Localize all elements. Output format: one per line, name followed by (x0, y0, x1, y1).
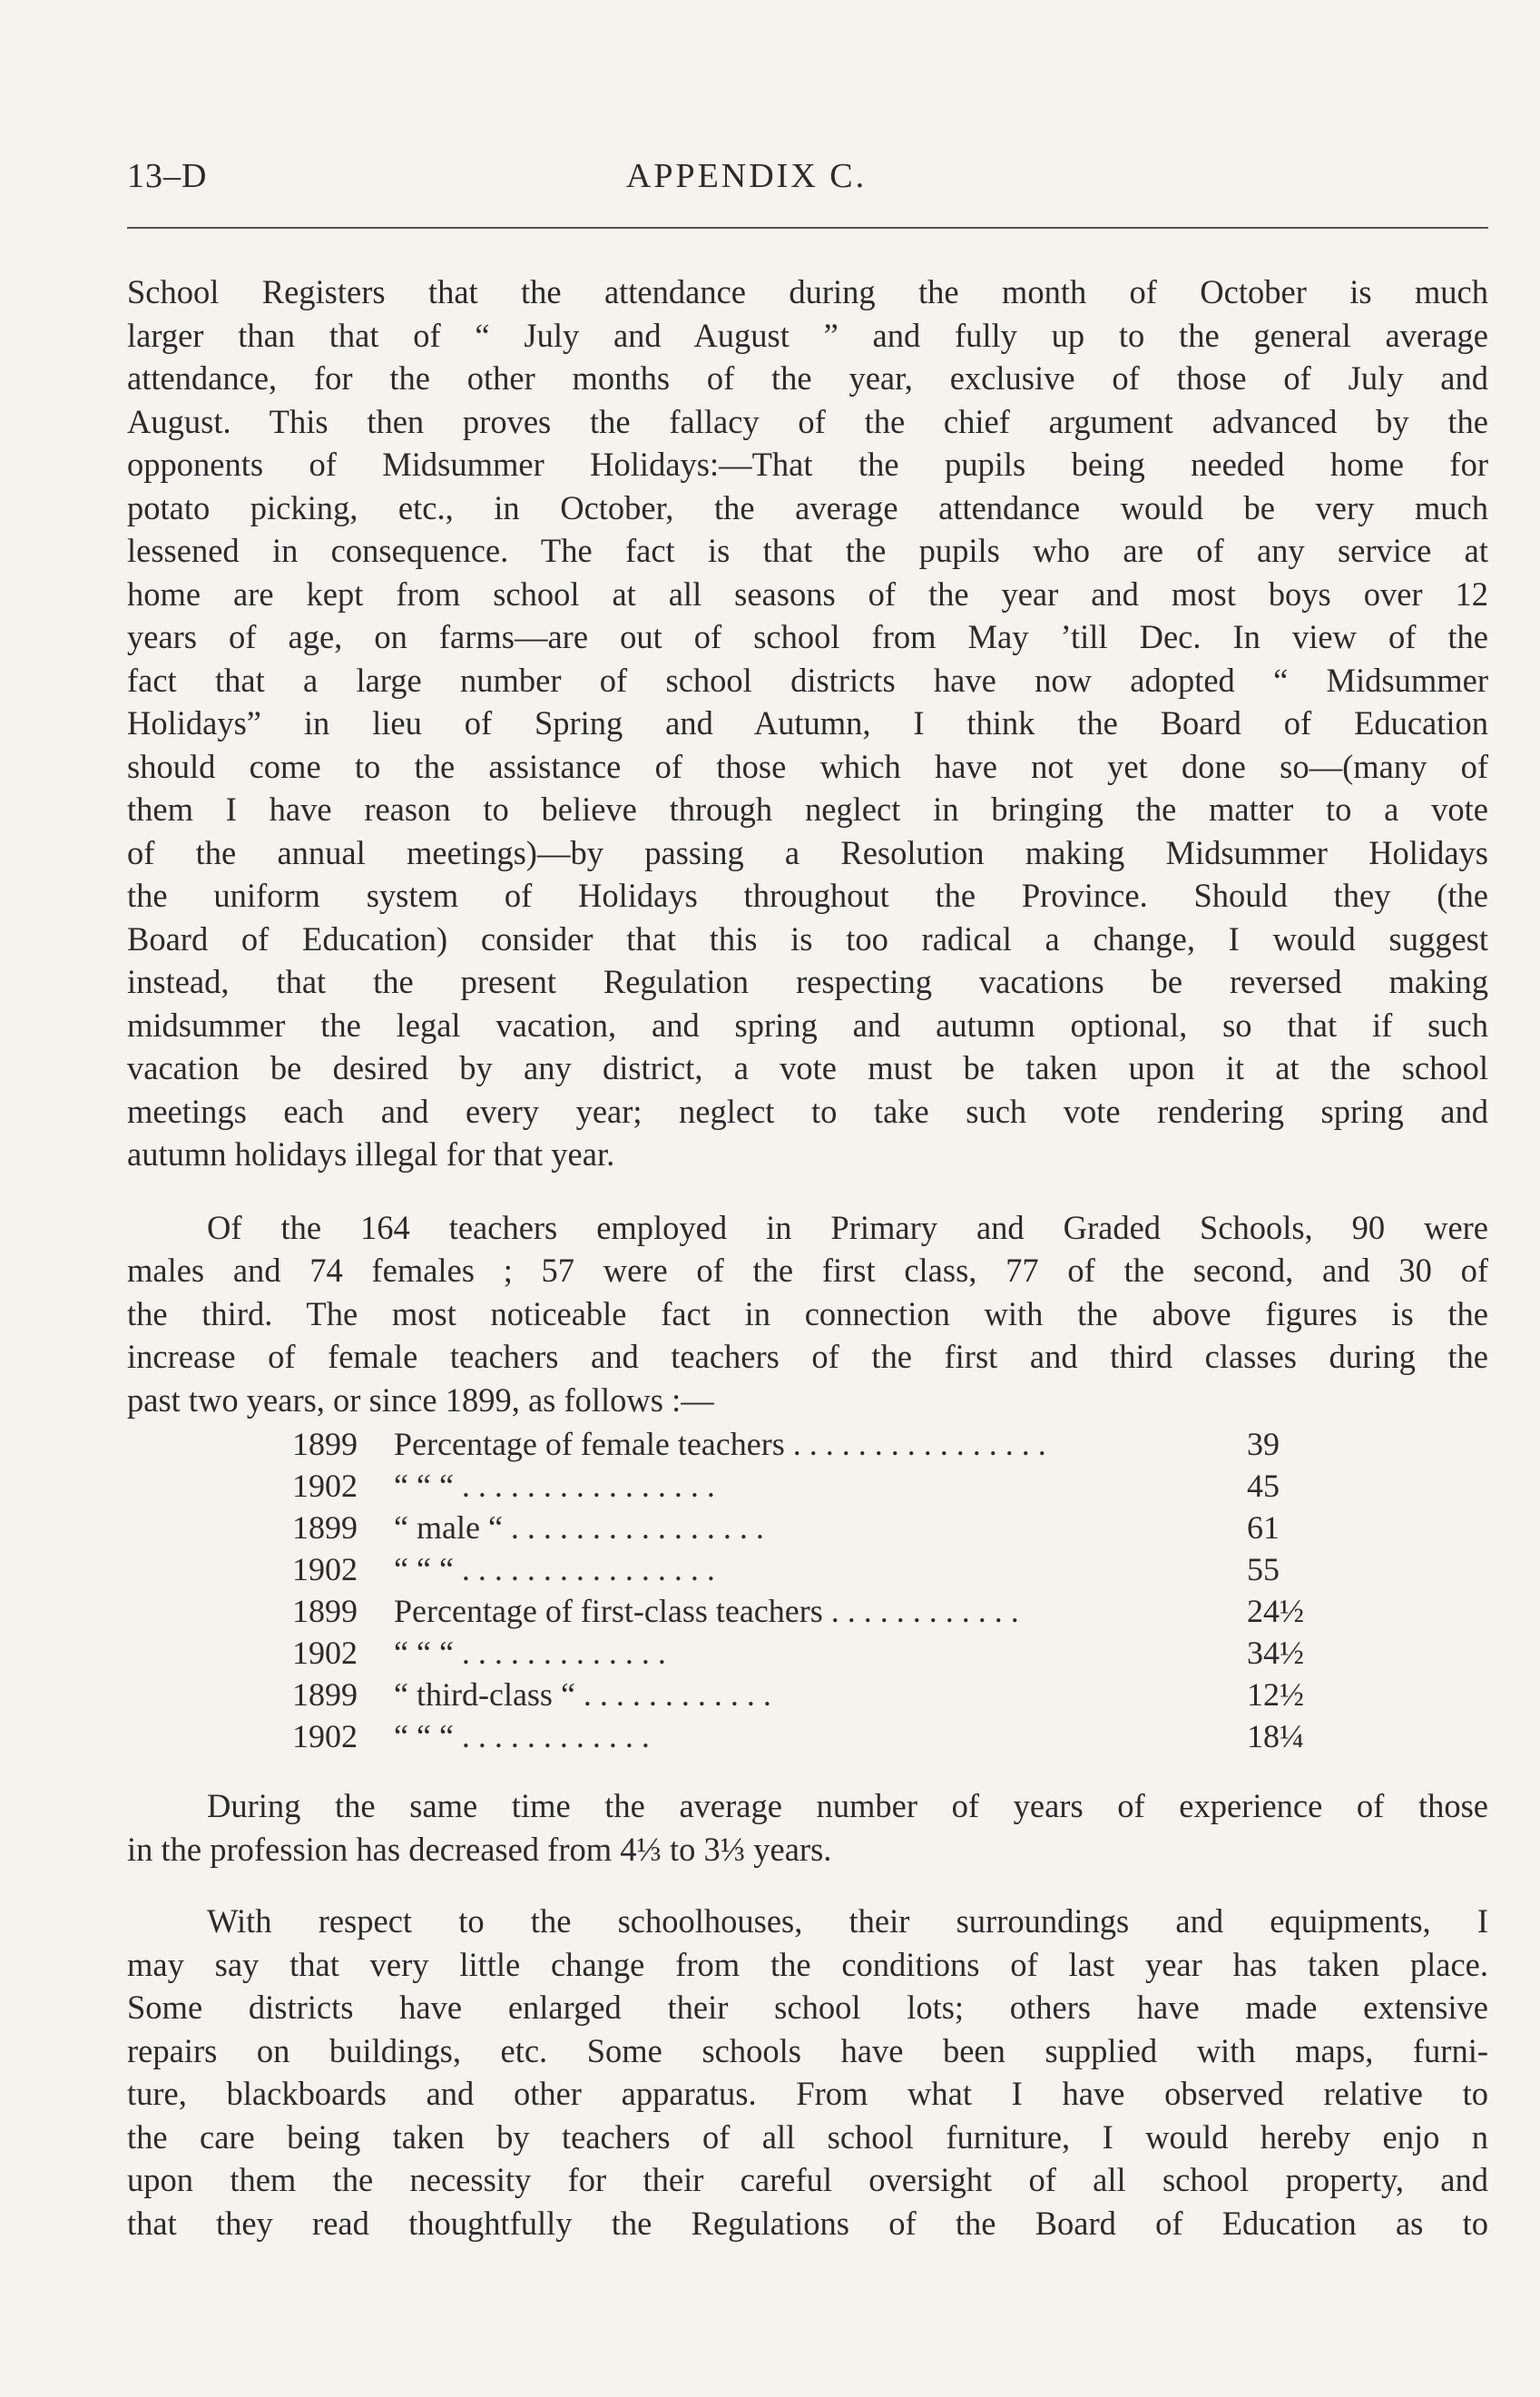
text-line: lessened in consequence. The fact is that the pupils who are of any service at (127, 532, 1488, 569)
text-line: repairs on buildings, etc. Some schools have been supplied with maps, furni- (127, 2031, 1488, 2069)
text-line: may say that very little change from the conditions of last year has taken place. (127, 1945, 1488, 1983)
paragraph-schoolhouses (127, 1900, 1488, 2245)
text-line: Some districts have enlarged their school lots; others have made extensive (127, 1989, 1488, 2026)
page-title: APPENDIX C. (625, 157, 868, 195)
value-cell: 24½ (1247, 1593, 1304, 1629)
year-cell: 1902 (292, 1468, 358, 1504)
description-cell: “ male “ . . . . . . . . . . . . . . . . (394, 1509, 764, 1546)
description-cell: “ “ “ . . . . . . . . . . . . . . . . (394, 1551, 715, 1587)
text-line: instead, that the present Regulation respecting vacations be reversed making (127, 963, 1488, 1000)
text-line: of the annual meetings)—by passing a Resolution making Midsummer Holidays (127, 833, 1488, 871)
text-line: autumn holidays illegal for that year. (127, 1135, 615, 1173)
text-line: meetings each and every year; neglect to take such vote rendering spring and (127, 1092, 1488, 1130)
year-cell: 1899 (292, 1426, 358, 1462)
text-line: School Registers that the attendance during the month of October is much (127, 273, 1488, 310)
text-line: midsummer the legal vacation, and spring and autumn optional, so that if such (127, 1006, 1488, 1044)
page-header (127, 156, 1488, 211)
text-line: larger than that of “ July and August ” and fully up to the general average (127, 316, 1488, 354)
table-row (292, 1507, 1304, 1548)
value-cell: 18¼ (1247, 1718, 1304, 1754)
value-cell: 39 (1247, 1426, 1280, 1462)
text-line: the uniform system of Holidays throughout the Province. Should they (the (127, 877, 1488, 914)
year-cell: 1899 (292, 1509, 358, 1546)
text-line: them I have reason to believe through neglect in bringing the matter to a vote (127, 791, 1488, 828)
value-cell: 61 (1247, 1509, 1280, 1546)
text-line: the care being taken by teachers of all school furniture, I would hereby enjo n (127, 2117, 1488, 2156)
year-cell: 1899 (292, 1676, 358, 1713)
text-line: fact that a large number of school districts have now adopted “ Midsummer (127, 661, 1488, 699)
main-text (127, 270, 1488, 1421)
text-line: increase of female teachers and teachers of the first and third classes during the (127, 1338, 1488, 1375)
paragraph-teachers (127, 1206, 1488, 1422)
text-line: opponents of Midsummer Holidays:—That the pupils being needed home for (127, 446, 1488, 483)
text-line: past two years, or since 1899, as follows :— (127, 1380, 714, 1419)
text-line: Board of Education) consider that this is too radical a change, I would suggest (127, 919, 1488, 958)
text-line: During the same time the average number of years of experience of those (207, 1787, 1488, 1824)
table-row (292, 1590, 1304, 1632)
teacher-percentage-table (292, 1423, 1304, 1757)
text-line: the third. The most noticeable fact in connection with the above figures is the (127, 1294, 1488, 1332)
text-line: Of the 164 teachers employed in Primary and Graded Schools, 90 were (207, 1208, 1488, 1246)
description-cell: “ third-class “ . . . . . . . . . . . . (394, 1676, 771, 1713)
description-cell: “ “ “ . . . . . . . . . . . . (394, 1718, 650, 1754)
text-line: attendance, for the other months of the year, exclusive of those of July and (127, 359, 1488, 397)
text-line: years of age, on farms—are out of school from May ’till Dec. In view of the (127, 618, 1488, 655)
text-line: August. This then proves the fallacy of the chief argument advanced by the (127, 402, 1488, 440)
text-line: Holidays” in lieu of Spring and Autumn, I think the Board of Education (127, 704, 1488, 742)
description-cell: “ “ “ . . . . . . . . . . . . . (394, 1635, 666, 1671)
text-line: potato picking, etc., in October, the average attendance would be very much (127, 488, 1488, 526)
value-cell: 12½ (1247, 1676, 1304, 1713)
text-line: that they read thoughtfully the Regulations of the Board of Education as to (127, 2204, 1488, 2242)
text-line: With respect to the schoolhouses, their surroundings and equipments, I (207, 1902, 1488, 1940)
year-cell: 1902 (292, 1635, 358, 1671)
description-cell: “ “ “ . . . . . . . . . . . . . . . . (394, 1468, 715, 1504)
paragraph-holidays (127, 270, 1488, 1176)
table-row (292, 1423, 1304, 1465)
table-row (292, 1715, 1304, 1757)
value-cell: 34½ (1247, 1635, 1304, 1671)
text-line: should come to the assistance of those which have not yet done so—(many of (127, 747, 1488, 785)
table-row (292, 1632, 1304, 1674)
text-line: vacation be desired by any district, a vote must be taken upon it at the school (127, 1049, 1488, 1086)
page-number: 13–D (127, 157, 208, 195)
paragraph-experience (127, 1784, 1488, 1871)
year-cell: 1902 (292, 1718, 358, 1754)
table-row (292, 1548, 1304, 1590)
year-cell: 1902 (292, 1551, 358, 1587)
value-cell: 55 (1247, 1551, 1280, 1587)
description-cell: Percentage of female teachers . . . . . . . . . . . . . . . . (394, 1426, 1046, 1462)
description-cell: Percentage of first-class teachers . . . . . . . . . . . . (394, 1593, 1019, 1629)
text-line: ture, blackboards and other apparatus. From what I have observed relative to (127, 2075, 1488, 2112)
text-line: home are kept from school at all seasons of the year and most boys over 12 (127, 575, 1488, 613)
year-cell: 1899 (292, 1593, 358, 1629)
paragraph-gap (127, 1176, 1488, 1206)
text-line: males and 74 females ; 57 were of the first class, 77 of the second, and 30 of (127, 1252, 1488, 1289)
value-cell: 45 (1247, 1468, 1280, 1504)
text-line: in the profession has decreased from 4⅓ to 3⅓ years. (127, 1830, 832, 1868)
table-row (292, 1465, 1304, 1507)
table-row (292, 1674, 1304, 1715)
text-line: upon them the necessity for their careful oversight of all school property, and (127, 2161, 1488, 2198)
header-rule (127, 227, 1488, 229)
